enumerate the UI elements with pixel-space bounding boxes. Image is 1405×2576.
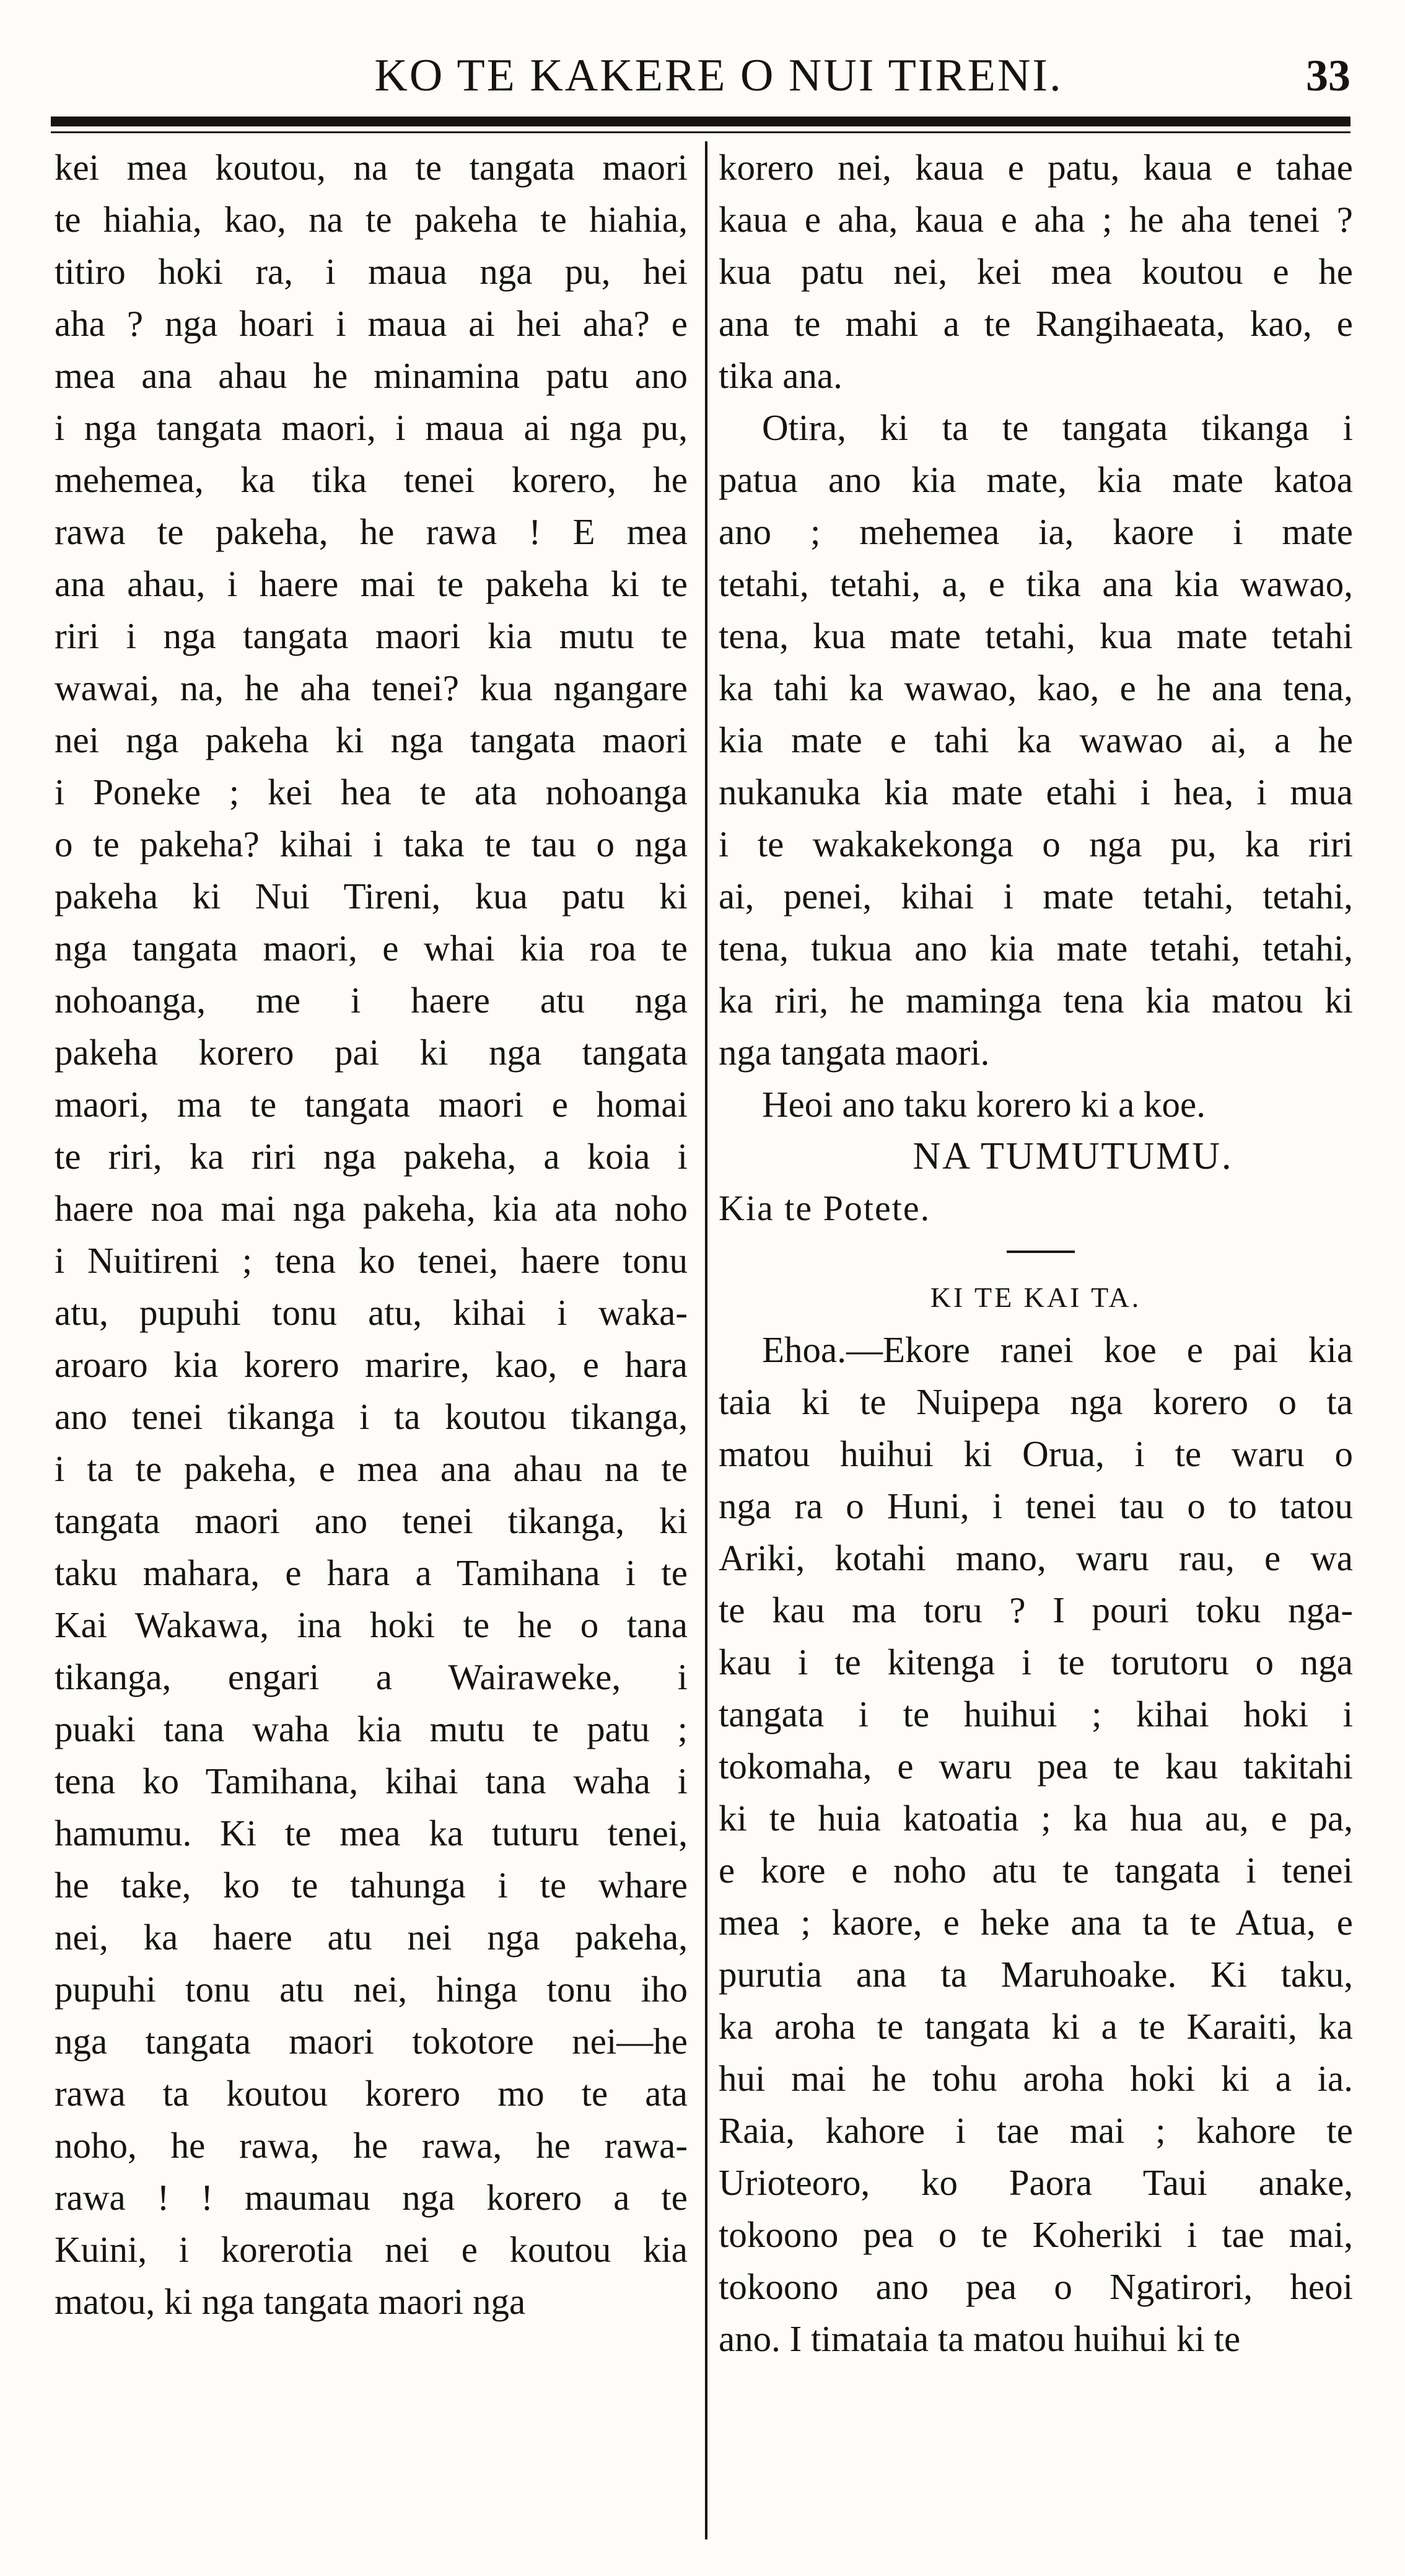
text-line: matou huihui ki Orua, i te waru o <box>719 1433 1353 1474</box>
text-line: Ehoa.—Ekore ranei koe e pai kia <box>762 1329 1353 1370</box>
text-line: puaki tana waha kia mutu te patu ; <box>55 1708 688 1749</box>
text-line: ka aroha te tangata ki a te Karaiti, ka <box>719 2006 1353 2047</box>
text-line: mehemea, ka tika tenei korero, he <box>55 459 688 500</box>
text-line: Raia, kahore i tae mai ; kahore te <box>719 2110 1353 2151</box>
text-line: he take, ko te tahunga i te whare <box>55 1865 688 1906</box>
text-line: pupuhi tonu atu nei, hinga tonu iho <box>55 1969 688 2010</box>
text-line: tetahi, tetahi, a, e tika ana kia wawao, <box>719 563 1353 604</box>
right-column <box>719 141 1353 2365</box>
text-line: tokoono pea o te Koheriki i tae mai, <box>719 2214 1353 2255</box>
text-line: rawa te pakeha, he rawa ! E mea <box>55 511 688 552</box>
text-line: ano. I timataia ta matou huihui ki te <box>719 2318 1241 2359</box>
text-line: i Poneke ; kei hea te ata nohoanga <box>55 771 688 812</box>
text-line: maori, ma te tangata maori e homai <box>55 1084 688 1125</box>
text-line: hui mai he tohu aroha hoki ki a ia. <box>719 2058 1353 2099</box>
text-line: nukanuka kia mate etahi i hea, i mua <box>719 771 1353 812</box>
text-line: taia ki te Nuipepa nga korero o ta <box>719 1381 1353 1422</box>
text-line: tena, kua mate tetahi, kua mate tetahi <box>719 615 1353 656</box>
text-line: ana te mahi a te Rangihaeata, kao, e <box>719 303 1353 344</box>
text-line: tena, tukua ano kia mate tetahi, tetahi, <box>719 928 1353 969</box>
text-line: Heoi ano taku korero ki a koe. <box>762 1084 1206 1125</box>
text-line: te hiahia, kao, na te pakeha te hiahia, <box>55 199 688 240</box>
text-line: ai, penei, kihai i mate tetahi, tetahi, <box>719 876 1353 917</box>
text-line: e kore e noho atu te tangata i tenei <box>719 1850 1353 1891</box>
text-line: i Nuitireni ; tena ko tenei, haere tonu <box>55 1240 688 1281</box>
text-line: tika ana. <box>719 355 843 396</box>
text-line: nga ra o Huni, i tenei tau o to tatou <box>719 1485 1353 1526</box>
text-line: haere noa mai nga pakeha, kia ata noho <box>55 1188 688 1229</box>
text-line: ano ; mehemea ia, kaore i mate <box>719 511 1353 552</box>
text-line: mea ana ahau he minamina patu ano <box>55 355 688 396</box>
text-line: Kai Wakawa, ina hoki te he o tana <box>55 1604 688 1645</box>
text-line: ka riri, he maminga tena kia matou ki <box>719 980 1353 1021</box>
page-header <box>50 45 1350 107</box>
text-line: nga tangata maori. <box>719 1032 990 1073</box>
text-line: hamumu. Ki te mea ka tuturu tenei, <box>55 1813 688 1853</box>
text-line: ki te huia katoatia ; ka hua au, e pa, <box>719 1798 1353 1839</box>
text-line: rawa ta koutou korero mo te ata <box>55 2073 688 2114</box>
text-line: pakeha ki Nui Tireni, kua patu ki <box>55 876 688 917</box>
paragraph <box>719 141 1353 402</box>
header-rule-thick <box>51 116 1350 126</box>
text-line: tokoono ano pea o Ngatirori, heoi <box>719 2266 1353 2307</box>
text-line: nga tangata maori tokotore nei—he <box>55 2021 688 2062</box>
header-rule-thin <box>51 131 1350 133</box>
text-line: rawa ! ! maumau nga korero a te <box>55 2177 688 2218</box>
text-line: atu, pupuhi tonu atu, kihai i waka- <box>55 1292 688 1333</box>
text-line: i nga tangata maori, i maua ai nga pu, <box>55 407 688 448</box>
text-line: kei mea koutou, na te tangata maori <box>55 147 688 188</box>
text-line: ka tahi ka wawao, kao, e he ana tena, <box>719 667 1353 708</box>
text-line: korero nei, kaua e patu, kaua e tahae <box>719 147 1353 188</box>
text-line: riri i nga tangata maori kia mutu te <box>55 615 688 656</box>
text-line: o te pakeha? kihai i taka te tau o nga <box>55 824 688 864</box>
text-line: nohoanga, me i haere atu nga <box>55 980 688 1021</box>
text-line: Ariki, kotahi mano, waru rau, e wa <box>719 1537 1353 1578</box>
text-line: titiro hoki ra, i maua nga pu, hei <box>55 251 688 292</box>
text-line: ano tenei tikanga i ta koutou tikanga, <box>55 1396 688 1437</box>
text-line: matou, ki nga tangata maori nga <box>55 2281 526 2322</box>
text-line: taku mahara, e hara a Tamihana i te <box>55 1552 688 1593</box>
running-title: KO TE KAKERE O NUI TIRENI. <box>374 50 1063 101</box>
text-line: te kau ma toru ? I pouri toku nga- <box>719 1589 1353 1630</box>
text-line: tangata i te huihui ; kihai hoki i <box>719 1694 1353 1734</box>
text-line: kau i te kitenga i te torutoru o nga <box>719 1642 1353 1682</box>
letter-body <box>719 1324 1353 2365</box>
text-line: te riri, ka riri nga pakeha, a koia i <box>55 1136 688 1177</box>
addressee: Kia te Potete. <box>719 1188 931 1228</box>
text-line: tangata maori ano tenei tikanga, ki <box>55 1500 688 1541</box>
text-line: ana ahau, i haere mai te pakeha ki te <box>55 563 688 604</box>
signature: NA TUMUTUMU. <box>913 1135 1233 1177</box>
text-line: wawai, na, he aha tenei? kua ngangare <box>55 667 688 708</box>
text-line: nei, ka haere atu nei nga pakeha, <box>55 1917 688 1958</box>
text-line: aha ? nga hoari i maua ai hei aha? e <box>55 303 688 344</box>
paragraph <box>719 1078 1353 1130</box>
section-divider <box>719 1234 1353 1272</box>
text-line: aroaro kia korero marire, kao, e hara <box>55 1344 688 1385</box>
left-column <box>55 141 688 2328</box>
text-line: kua patu nei, kei mea koutou e he <box>719 251 1353 292</box>
text-line: nga tangata maori, e whai kia roa te <box>55 928 688 969</box>
text-line: pakeha korero pai ki nga tangata <box>55 1032 688 1073</box>
text-line: tikanga, engari a Wairaweke, i <box>55 1656 688 1697</box>
text-line: tokomaha, e waru pea te kau takitahi <box>719 1746 1353 1787</box>
text-line: i te wakakekonga o nga pu, ka riri <box>719 824 1353 864</box>
text-line: tena ko Tamihana, kihai tana waha i <box>55 1761 688 1801</box>
page-number: 33 <box>1306 51 1350 100</box>
text-line: kia mate e tahi ka wawao ai, a he <box>719 719 1353 760</box>
text-line: i ta te pakeha, e mea ana ahau na te <box>55 1448 688 1489</box>
column-divider <box>705 141 707 2539</box>
text-line: Kuini, i korerotia nei e koutou kia <box>55 2229 688 2270</box>
paragraph <box>719 402 1353 1078</box>
text-line: patua ano kia mate, kia mate katoa <box>719 459 1353 500</box>
text-line: mea ; kaore, e heke ana ta te Atua, e <box>719 1902 1353 1943</box>
letter-heading: KI TE KAI TA. <box>930 1281 1142 1313</box>
text-line: Urioteoro, ko Paora Taui anake, <box>719 2162 1353 2203</box>
text-line: Otira, ki ta te tangata tikanga i <box>762 407 1353 448</box>
text-line: noho, he rawa, he rawa, he rawa- <box>55 2125 688 2166</box>
text-line: nei nga pakeha ki nga tangata maori <box>55 719 688 760</box>
text-line: purutia ana ta Maruhoake. Ki taku, <box>719 1954 1353 1995</box>
text-line: kaua e aha, kaua e aha ; he aha tenei ? <box>719 199 1353 240</box>
